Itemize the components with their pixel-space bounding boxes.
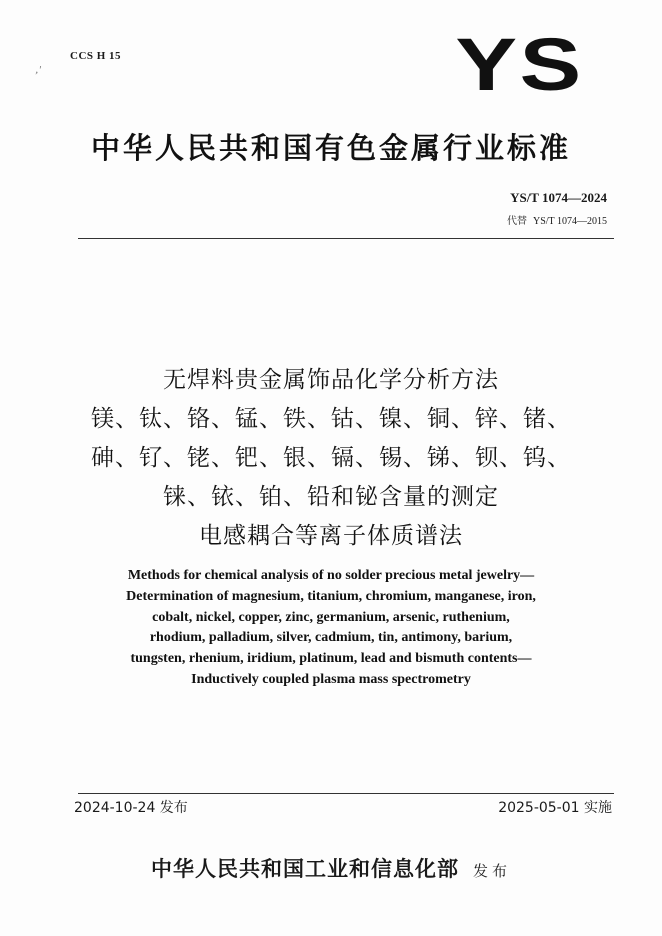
replaces-line — [507, 212, 607, 227]
bottom-divider — [78, 793, 614, 794]
chinese-title-line: 镁、钛、铬、锰、铁、钴、镍、铜、锌、锗、 — [91, 406, 571, 432]
publisher-action: 发布 — [472, 862, 511, 880]
english-title-line: Determination of magnesium, titanium, chromium, manganese, iron, — [126, 588, 536, 604]
chinese-title-line: 铼、铱、铂、铅和铋含量的测定 — [163, 484, 499, 510]
replaces-number: YS/T 1074—2015 — [533, 216, 607, 227]
chinese-title-line: 砷、钌、铑、钯、银、镉、锡、锑、钡、钨、 — [91, 445, 571, 471]
top-divider — [78, 238, 614, 239]
implementation-date: 2025-05-01 实施 — [498, 800, 612, 816]
ys-logo: YS — [455, 23, 584, 106]
english-title-line: Methods for chemical analysis of no solder precious metal jewelry— — [127, 568, 535, 583]
chinese-title — [0, 361, 662, 556]
standard-category-title: 中华人民共和国有色金属行业标准 — [90, 131, 571, 165]
english-title-line: Inductively coupled plasma mass spectrometry — [191, 671, 471, 687]
scan-mark: ,' — [34, 63, 42, 77]
standard-number: YS/T 1074—2024 — [510, 190, 607, 205]
publisher-name: 中华人民共和国工业和信息化部 — [150, 856, 459, 881]
chinese-title-line: 电感耦合等离子体质谱法 — [199, 523, 463, 549]
english-title — [0, 566, 662, 691]
english-title-line: cobalt, nickel, copper, zinc, germanium, arsenic, ruthenium, — [152, 609, 510, 625]
ccs-code: CCS H 15 — [70, 50, 122, 62]
english-title-line: rhodium, palladium, silver, cadmium, tin, antimony, barium, — [149, 630, 513, 646]
english-title-line: tungsten, rhenium, iridium, platinum, lead and bismuth contents— — [130, 651, 532, 667]
publisher-line — [0, 853, 662, 883]
issue-date: 2024-10-24 发布 — [74, 800, 188, 816]
chinese-title-line: 无焊料贵金属饰品化学分析方法 — [163, 367, 499, 393]
replaces-label: 代替 — [507, 216, 527, 227]
